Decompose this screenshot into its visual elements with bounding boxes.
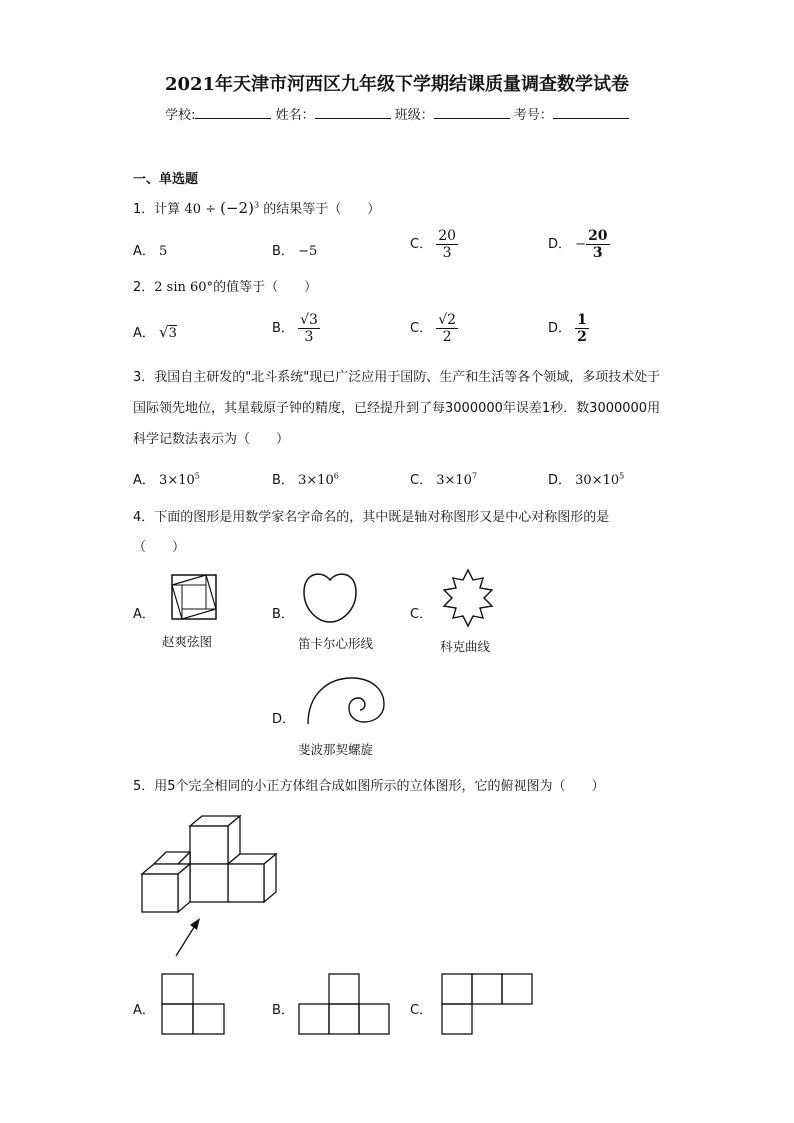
option-label: D． — [548, 237, 572, 252]
exam-no-blank — [553, 106, 629, 119]
q5-option-c-figure[interactable] — [440, 972, 535, 1036]
q4-option-d-caption: 斐波那契螺旋 — [298, 742, 374, 757]
q2-prefix: 2． — [133, 280, 155, 295]
q5-option-b-label[interactable]: B． — [272, 1003, 294, 1018]
question-1 — [133, 198, 380, 217]
option-base: 3×10 — [436, 473, 472, 488]
radicand: 3 — [168, 326, 177, 341]
question-5: 5．用5个完全相同的小正方体组合成如图所示的立体图形，它的俯视图为（ ） — [133, 779, 605, 794]
q2-suffix: 的值等于（ ） — [213, 280, 318, 295]
option-label: C． — [410, 321, 433, 336]
option-label: B． — [272, 321, 294, 336]
q5-option-a-label[interactable]: A． — [133, 1003, 155, 1018]
option-value: 5 — [159, 244, 168, 259]
question-2 — [133, 276, 317, 295]
question-4-line2: （ ） — [133, 540, 186, 555]
option-value: −5 — [298, 244, 318, 259]
student-info-line — [0, 104, 794, 123]
q4-option-c-label[interactable]: C． — [410, 607, 433, 622]
q1-prefix: 1．计算 — [133, 202, 181, 217]
sqrt-sign: √ — [159, 323, 169, 341]
class-blank — [434, 106, 510, 119]
arrow-head-icon — [190, 918, 200, 930]
q4-option-a-caption: 赵爽弦图 — [162, 634, 213, 649]
fibonacci-spiral-figure[interactable] — [300, 672, 390, 732]
option-label: A． — [133, 326, 155, 341]
arrow-line — [176, 924, 196, 956]
q4-option-b-caption: 笛卡尔心形线 — [298, 636, 374, 651]
numerator: 20 — [438, 228, 457, 244]
fraction — [436, 312, 458, 345]
q1-expr-a: 40 ÷ — [184, 202, 221, 217]
cube-stack-figure — [130, 812, 290, 962]
fraction — [575, 312, 589, 345]
q4-option-c-caption: 科克曲线 — [440, 639, 491, 654]
option-base: 3×10 — [159, 473, 195, 488]
q2-option-d[interactable] — [548, 312, 589, 345]
option-label: B． — [272, 244, 294, 259]
option-label: A． — [133, 473, 155, 488]
q3-option-d[interactable] — [548, 469, 624, 488]
question-4-line1: 4．下面的图形是用数学家名字命名的，其中既是轴对称图形又是中心对称图形的是 — [133, 510, 610, 525]
school-label: 学校: — [165, 108, 196, 123]
numerator: 20 — [588, 228, 608, 244]
section-title: 一、单选题 — [133, 172, 199, 187]
option-exponent: 7 — [471, 471, 478, 481]
q5-option-c-label[interactable]: C． — [410, 1003, 433, 1018]
q1-option-b[interactable] — [272, 240, 317, 259]
q1-option-c[interactable] — [410, 228, 458, 261]
q1-option-d[interactable] — [548, 228, 610, 261]
option-exponent: 5 — [619, 471, 625, 481]
cardioid-figure[interactable] — [300, 568, 360, 626]
fraction — [436, 228, 458, 261]
q4-option-a-label[interactable]: A． — [133, 607, 155, 622]
numerator: √2 — [438, 312, 457, 328]
class-label: 班级： — [394, 108, 434, 123]
option-base: 30×10 — [575, 473, 620, 488]
option-label: D． — [548, 321, 572, 336]
q1-expr-b: (−2) — [220, 199, 254, 217]
denominator: 3 — [304, 329, 314, 345]
option-exponent: 6 — [333, 471, 339, 481]
denominator: 3 — [442, 245, 452, 261]
q1-suffix: 的结果等于（ ） — [263, 202, 381, 217]
denominator: 2 — [577, 329, 587, 345]
q3-option-c[interactable] — [410, 469, 477, 488]
q2-expr: 2 sin 60° — [154, 280, 214, 295]
name-label: 姓名： — [275, 108, 315, 123]
page-title: 2021年天津市河西区九年级下学期结课质量调查数学试卷 — [164, 74, 630, 95]
q2-option-c[interactable] — [410, 312, 458, 345]
option-label: B． — [272, 473, 294, 488]
option-exponent: 5 — [194, 471, 200, 481]
koch-curve-figure[interactable] — [436, 566, 500, 630]
q4-option-b-label[interactable]: B． — [272, 607, 294, 622]
minus-sign: − — [575, 237, 587, 252]
q4-option-d-label[interactable]: D． — [272, 712, 296, 727]
option-label: A． — [133, 244, 155, 259]
fraction — [298, 312, 320, 345]
zhao-shuang-diagram-figure[interactable] — [170, 573, 218, 621]
q3-option-a[interactable] — [133, 469, 200, 488]
q5-option-b-figure[interactable] — [297, 972, 392, 1036]
denominator: 2 — [442, 329, 452, 345]
q1-option-a[interactable] — [133, 240, 167, 259]
option-label: C． — [410, 237, 433, 252]
fraction — [586, 228, 609, 261]
name-blank — [315, 106, 391, 119]
option-base: 3×10 — [298, 473, 334, 488]
q5-option-a-figure[interactable] — [160, 972, 226, 1036]
option-label: D． — [548, 473, 572, 488]
q2-option-b[interactable] — [272, 312, 320, 345]
numerator: 1 — [577, 312, 587, 328]
question-3: 3．我国自主研发的"北斗系统"现已广泛应用于国防、生产和生活等各个领域，多项技术处于国际领先地位，其星载原子钟的精度，已经提升到了每3000000年误差1秒．数3000000用科学记数法表示为（ ） — [133, 370, 661, 447]
q3-option-b[interactable] — [272, 469, 339, 488]
denominator: 3 — [592, 245, 603, 261]
q2-option-a[interactable] — [133, 322, 177, 341]
option-label: C． — [410, 473, 433, 488]
exam-no-label: 考号： — [513, 108, 553, 123]
q1-exponent: 3 — [253, 200, 260, 210]
school-blank — [195, 106, 271, 119]
numerator: √3 — [300, 312, 318, 328]
